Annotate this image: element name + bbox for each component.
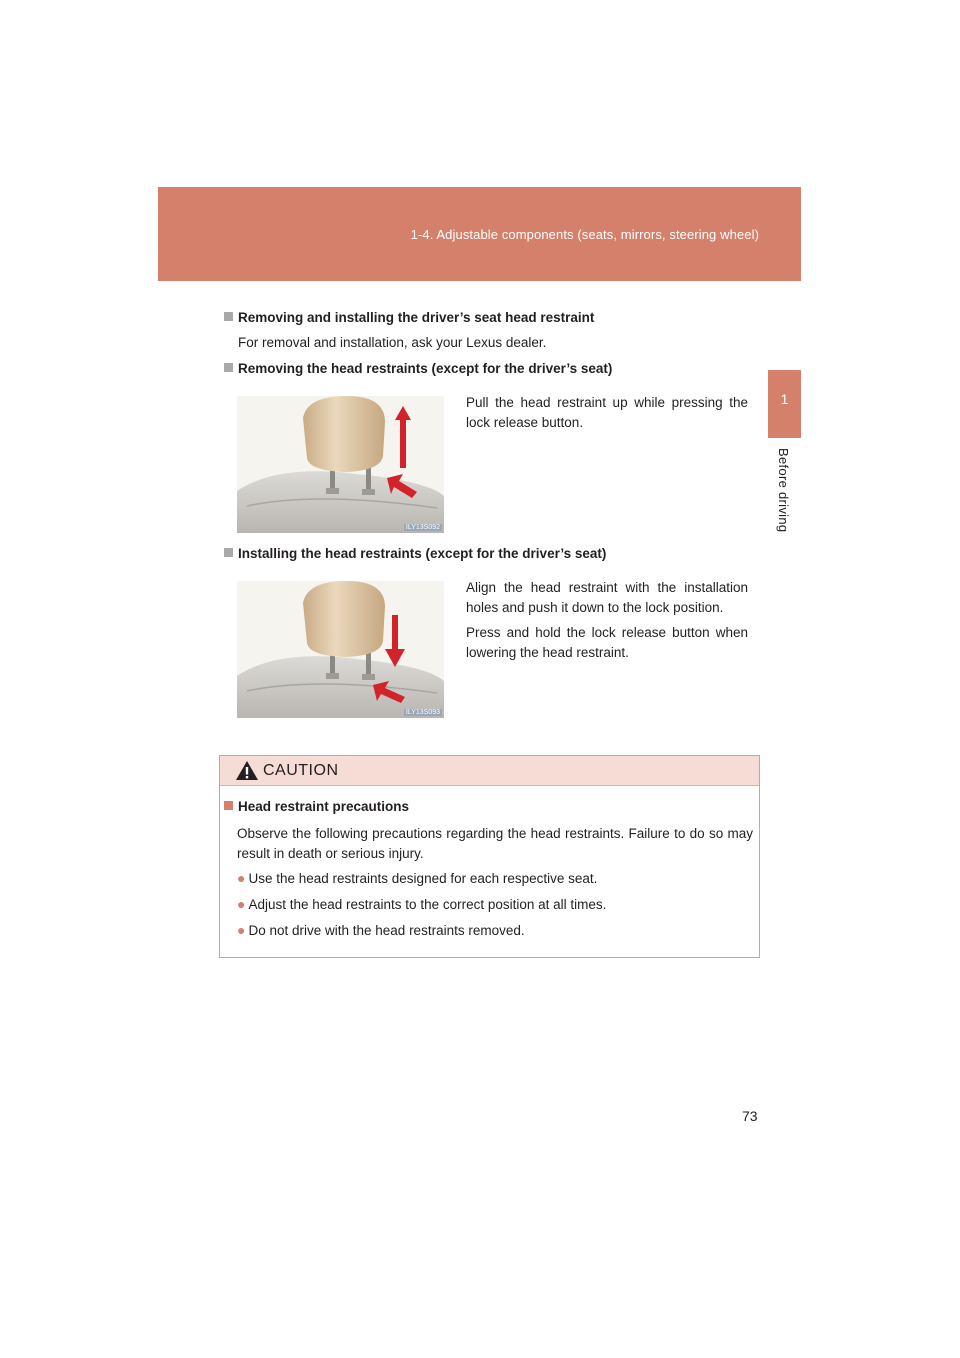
caution-bullet: ● Use the head restraints designed for each respective seat. bbox=[237, 870, 598, 886]
square-bullet-icon bbox=[224, 548, 233, 557]
square-bullet-icon bbox=[224, 801, 233, 810]
chapter-header bbox=[158, 187, 801, 281]
square-bullet-icon bbox=[224, 363, 233, 372]
figure-code: ILY13S093 bbox=[405, 709, 440, 716]
section-title: 1-4. Adjustable components (seats, mirrors, steering wheel) bbox=[410, 227, 759, 242]
caution-heading: Head restraint precautions bbox=[224, 799, 409, 814]
section-body-3a: Align the head restraint with the installation holes and push it down to the lock position. bbox=[466, 580, 748, 615]
section-heading-2: Removing the head restraints (except for the driver’s seat) bbox=[224, 361, 612, 376]
warning-triangle-icon bbox=[235, 760, 259, 781]
caution-bullet: ● Do not drive with the head restraints removed. bbox=[237, 922, 525, 938]
section-heading-1: Removing and installing the driver’s seat head restraint bbox=[224, 310, 594, 325]
bullet-dot-icon: ● bbox=[237, 870, 246, 886]
square-bullet-icon bbox=[224, 312, 233, 321]
chapter-tab bbox=[768, 370, 801, 438]
caution-box bbox=[219, 755, 760, 958]
caution-title: CAUTION bbox=[263, 762, 339, 779]
caution-header bbox=[220, 756, 759, 786]
head-restraint-installation-figure bbox=[237, 581, 444, 718]
section-heading-3: Installing the head restraints (except for the driver’s seat) bbox=[224, 546, 606, 561]
chapter-label: Before driving bbox=[776, 448, 791, 533]
section-body-1: For removal and installation, ask your Lexus dealer. bbox=[238, 335, 547, 350]
caution-body: Observe the following precautions regarding the head restraints. Failure to do so may result in death or serious injury. bbox=[237, 826, 753, 861]
chapter-number: 1 bbox=[780, 391, 789, 407]
caution-bullet: ● Adjust the head restraints to the correct position at all times. bbox=[237, 896, 607, 912]
figure-code: ILY13S092 bbox=[405, 524, 440, 531]
bullet-dot-icon: ● bbox=[237, 922, 246, 938]
section-body-2: Pull the head restraint up while pressing the lock release button. bbox=[466, 395, 748, 430]
bullet-dot-icon: ● bbox=[237, 896, 246, 912]
page-number: 73 bbox=[742, 1108, 758, 1124]
section-body-3b: Press and hold the lock release button when lowering the head restraint. bbox=[466, 625, 748, 660]
head-restraint-removal-figure bbox=[237, 396, 444, 533]
